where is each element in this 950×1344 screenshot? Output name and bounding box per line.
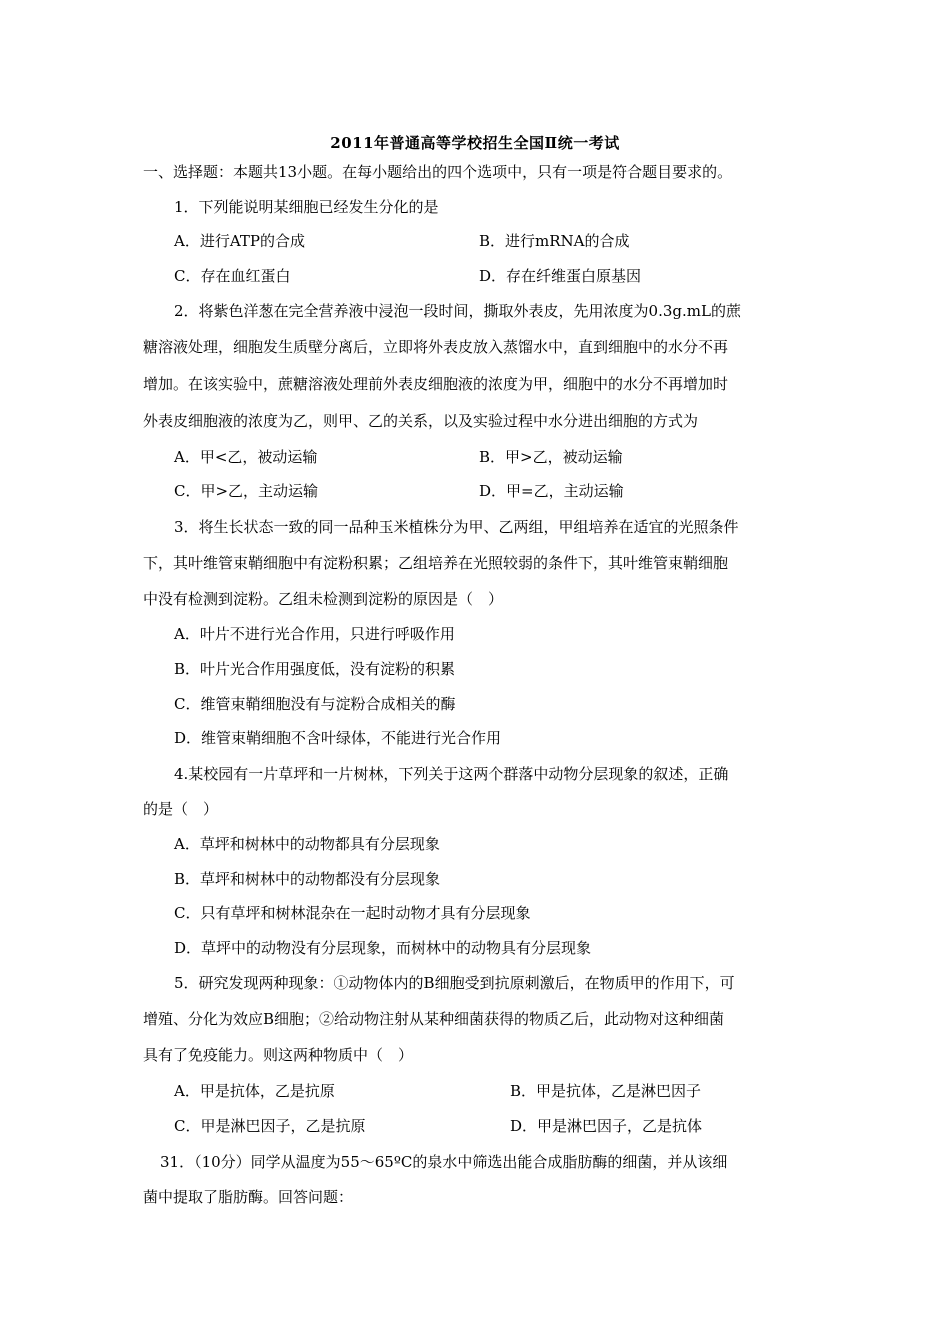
- question-2-option-b: B．甲>乙，被动运输: [479, 448, 623, 466]
- question-5-option-a: A．甲是抗体，乙是抗原: [174, 1082, 335, 1100]
- question-2-stem-line: 增加。在该实验中，蔗糖溶液处理前外表皮细胞液的浓度为甲，细胞中的水分不再增加时: [143, 375, 729, 393]
- question-1-option-d: D．存在纤维蛋白原基因: [479, 267, 642, 285]
- question-3-stem-line: 中没有检测到淀粉。乙组未检测到淀粉的原因是（ ）: [143, 590, 504, 608]
- question-31-stem-line: 菌中提取了脂肪酶。回答问题：: [143, 1188, 354, 1206]
- question-2-option-c: C．甲>乙，主动运输: [174, 482, 319, 500]
- question-3-option-c: C．维管束鞘细胞没有与淀粉合成相关的酶: [174, 695, 456, 713]
- question-1-stem-line: 1．下列能说明某细胞已经发生分化的是: [174, 198, 439, 216]
- question-2-option-a: A．甲<乙，被动运输: [174, 448, 318, 466]
- exam-title: 2011年普通高等学校招生全国Ⅱ统一考试: [330, 134, 620, 152]
- question-3-option-d: D．维管束鞘细胞不含叶绿体，不能进行光合作用: [174, 729, 502, 747]
- question-4-option-d: D．草坪中的动物没有分层现象，而树林中的动物具有分层现象: [174, 939, 592, 957]
- question-3-stem-line: 3．将生长状态一致的同一品种玉米植株分为甲、乙两组，甲组培养在适宜的光照条件: [174, 518, 739, 536]
- question-2-stem-line: 2．将紫色洋葱在完全营养液中浸泡一段时间，撕取外表皮，先用浓度为0.3g.mL的蔗: [174, 302, 741, 320]
- question-2-stem-line: 外表皮细胞液的浓度为乙，则甲、乙的关系，以及实验过程中水分进出细胞的方式为: [143, 412, 699, 430]
- question-5-stem-line: 具有了免疫能力。则这两种物质中（ ）: [143, 1046, 414, 1064]
- section-header: 一、选择题：本题共13小题。在每小题给出的四个选项中，只有一项是符合题目要求的。: [143, 163, 733, 181]
- question-1-option-a: A．进行ATP的合成: [174, 232, 305, 250]
- question-31-stem-line: 31．（10分）同学从温度为55～65ºC的泉水中筛选出能合成脂肪酶的细菌，并从该细: [160, 1153, 728, 1171]
- question-1-option-c: C．存在血红蛋白: [174, 267, 291, 285]
- question-4-option-a: A．草坪和树林中的动物都具有分层现象: [174, 835, 440, 853]
- question-4-option-c: C．只有草坪和树林混杂在一起时动物才具有分层现象: [174, 904, 531, 922]
- question-4-stem-line: 4.某校园有一片草坪和一片树林，下列关于这两个群落中动物分层现象的叙述，正确: [174, 765, 729, 783]
- question-3-stem-line: 下，其叶维管束鞘细胞中有淀粉积累；乙组培养在光照较弱的条件下，其叶维管束鞘细胞: [143, 554, 729, 572]
- question-5-option-d: D．甲是淋巴因子，乙是抗体: [510, 1117, 703, 1135]
- question-4-stem-line: 的是（ ）: [143, 800, 219, 818]
- question-4-option-b: B．草坪和树林中的动物都没有分层现象: [174, 870, 441, 888]
- question-5-stem-line: 增殖、分化为效应B细胞；②给动物注射从某种细菌获得的物质乙后，此动物对这种细菌: [143, 1010, 725, 1028]
- question-2-stem-line: 糖溶液处理，细胞发生质壁分离后，立即将外表皮放入蒸馏水中，直到细胞中的水分不再: [143, 338, 729, 356]
- question-5-option-c: C．甲是淋巴因子，乙是抗原: [174, 1117, 366, 1135]
- question-3-option-b: B．叶片光合作用强度低，没有淀粉的积累: [174, 660, 456, 678]
- question-1-option-b: B．进行mRNA的合成: [479, 232, 630, 250]
- question-5-option-b: B．甲是抗体，乙是淋巴因子: [510, 1082, 702, 1100]
- question-5-stem-line: 5．研究发现两种现象：①动物体内的B细胞受到抗原刺激后，在物质甲的作用下，可: [174, 974, 735, 992]
- question-3-option-a: A．叶片不进行光合作用，只进行呼吸作用: [174, 625, 455, 643]
- question-2-option-d: D．甲=乙，主动运输: [479, 482, 624, 500]
